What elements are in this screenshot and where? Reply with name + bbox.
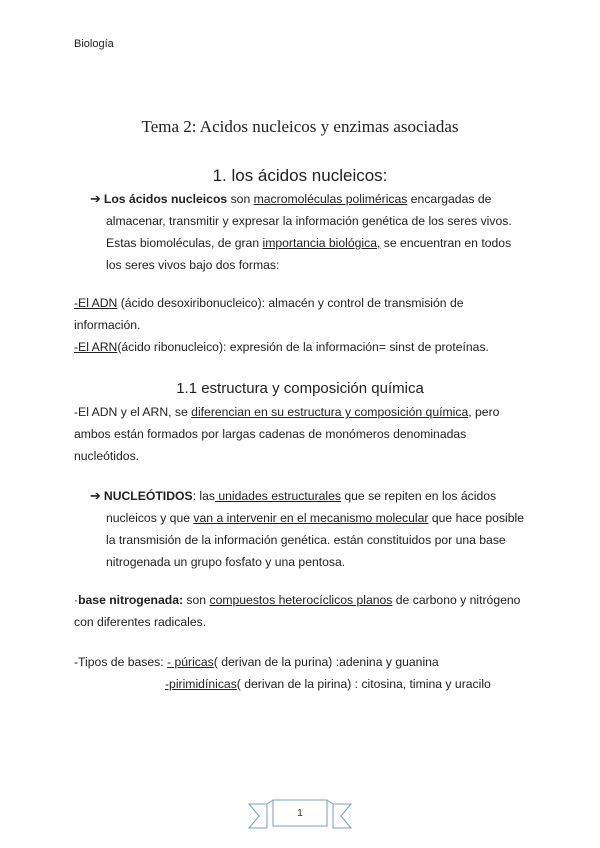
arrow-bullet-icon: ➔	[90, 488, 101, 503]
arn-label: -El ARN	[74, 340, 118, 354]
document-header: Biología	[74, 38, 114, 50]
adn-arn-definitions: -El ADN (ácido desoxiribonucleico): almacén y control de transmisión de información. -El ARN(ácido ribonucleico): expresión de la información= sinst de proteínas.	[74, 296, 489, 354]
bullet-nucleotidos: ➔ NUCLEÓTIDOS: las unidades estructurales que se repiten en los ácidos nucleicos y que van a intervenir en el mecanismo molecular que hace posible la transmisión de la información genética. están constituidos por una base nitrogenada un grupo fosfato y una pentosa.	[90, 488, 525, 569]
adn-label: -El ADN	[74, 296, 118, 310]
document-title: Tema 2: Acidos nucleicos y enzimas asociadas	[141, 117, 459, 136]
page-number-footer	[247, 798, 353, 832]
paragraph-base-nitrogenada: ·base nitrogenada: son compuestos heterocíclicos planos de carbono y nitrógeno con diferentes radicales.	[74, 593, 521, 629]
paragraph-adn-arn: -El ADN y el ARN, se diferencian en su estructura y composición química, pero ambos están formados por largas cadenas de monómeros denominadas nucleótidos.	[74, 405, 500, 463]
arrow-bullet-icon: ➔	[90, 191, 101, 206]
bullet-acidos-nucleicos: ➔ Los ácidos nucleicos son macromoléculas poliméricas encargadas de almacenar, transmitir y expresar la información genética de los seres vivos. Estas biomoléculas, de gran importancia biológica, se encuentran en todos los seres vivos bajo dos formas:	[90, 191, 512, 272]
page-number: 1	[297, 808, 303, 819]
section-heading-1: 1. los ácidos nucleicos:	[212, 166, 388, 185]
paragraph-tipos-bases: -Tipos de bases: - púricas( derivan de la purina) :adenina y guanina -pirimidínicas( derivan de la pirina) : citosina, timina y uracilo	[74, 655, 491, 691]
section-heading-1-1: 1.1 estructura y composición química	[176, 380, 424, 397]
